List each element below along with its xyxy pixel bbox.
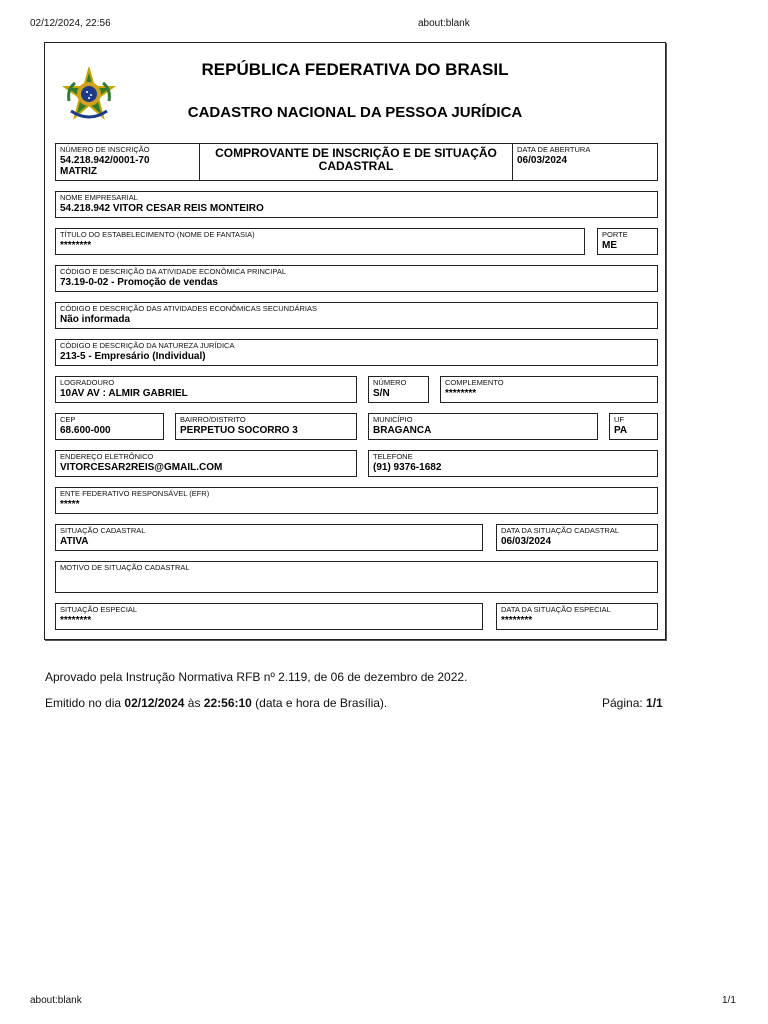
porte-box [597,228,658,255]
comprovante-box [199,143,513,181]
data-situacao-cadastral-value: 06/03/2024 [501,536,552,547]
field-label: DATA DA SITUAÇÃO CADASTRAL [501,526,620,535]
field-label: SITUAÇÃO CADASTRAL [60,526,146,535]
nome-empresarial-box [55,191,658,218]
field-label: MUNICÍPIO [373,415,413,424]
print-footer-url: about:blank [30,995,82,1006]
aprovado-text: Aprovado pela Instrução Normativa RFB nº 2.119, de 06 de dezembro de 2022. [45,670,468,684]
municipio-value: BRAGANCA [373,425,432,436]
matriz-value: MATRIZ [60,166,98,177]
atividades-secundarias-value: Não informada [60,314,131,325]
pagina-label: Página: [602,696,647,710]
titulo-estabelecimento-box [55,228,585,255]
efr-box [55,487,658,514]
numero-box [368,376,429,403]
field-label: SITUAÇÃO ESPECIAL [60,605,138,614]
complemento-value: ******** [445,388,477,399]
situacao-cadastral-box [55,524,483,551]
uf-value: PA [614,425,628,436]
field-label: MOTIVO DE SITUAÇÃO CADASTRAL [60,563,190,572]
atividade-principal-value: 73.19-0-02 - Promoção de vendas [60,277,218,288]
print-page-title: about:blank [418,18,470,29]
print-datetime: 02/12/2024, 22:56 [30,18,111,29]
telefone-box [368,450,658,477]
cnpj-document [44,42,666,640]
field-label: ENDEREÇO ELETRÔNICO [60,452,154,461]
efr-value: ***** [60,499,80,510]
data-situacao-especial-value: ******** [501,615,533,626]
emitido-prefix: Emitido no dia [45,696,125,710]
emitido-date: 02/12/2024 [124,696,185,710]
situacao-especial-box [55,603,483,630]
field-label: TÍTULO DO ESTABELECIMENTO (NOME DE FANTASIA) [60,230,255,239]
emitido-mid: às [184,696,204,710]
document-subtitle: CADASTRO NACIONAL DA PESSOA JURÍDICA [187,104,523,121]
situacao-especial-value: ******** [60,615,92,626]
cep-box [55,413,164,440]
situacao-cadastral-value: ATIVA [60,536,89,547]
numero-inscricao-value: 54.218.942/0001-70 [60,155,150,166]
atividades-secundarias-box [55,302,658,329]
porte-value: ME [602,240,617,251]
emitido-text [45,696,387,710]
cep-value: 68.600-000 [60,425,111,436]
data-abertura-value: 06/03/2024 [517,155,568,166]
natureza-juridica-box [55,339,658,366]
bairro-box [175,413,357,440]
titulo-estabelecimento-value: ******** [60,240,92,251]
field-label: CÓDIGO E DESCRIÇÃO DA NATUREZA JURÍDICA [60,341,235,350]
complemento-box [440,376,658,403]
field-label: CÓDIGO E DESCRIÇÃO DAS ATIVIDADES ECONÔMICAS SECUNDÁRIAS [60,304,317,313]
field-label: PORTE [602,230,628,239]
email-box [55,450,357,477]
logradouro-value: 10AV AV : ALMIR GABRIEL [60,388,188,399]
field-label: DATA DA SITUAÇÃO ESPECIAL [501,605,611,614]
emitido-suffix: (data e hora de Brasília). [251,696,388,710]
emitido-time: 22:56:10 [203,696,252,710]
numero-inscricao-box [55,143,200,181]
comprovante-title: COMPROVANTE DE INSCRIÇÃO E DE SITUAÇÃO CADASTRAL [215,146,497,173]
data-situacao-especial-box [496,603,658,630]
field-label: UF [614,415,624,424]
logradouro-box [55,376,357,403]
natureza-juridica-value: 213-5 - Empresário (Individual) [60,351,206,362]
field-label: NOME EMPRESARIAL [60,193,138,202]
field-label: TELEFONE [373,452,413,461]
field-label: COMPLEMENTO [445,378,504,387]
field-label: BAIRRO/DISTRITO [180,415,246,424]
email-value: VITORCESAR2REIS@GMAIL.COM [60,462,223,473]
pagina-value: 1/1 [646,696,663,710]
field-label: CEP [60,415,76,424]
bairro-value: PERPETUO SOCORRO 3 [180,425,298,436]
uf-box [609,413,658,440]
nome-empresarial-value: 54.218.942 VITOR CESAR REIS MONTEIRO [60,203,264,214]
telefone-value: (91) 9376-1682 [373,462,442,473]
field-label: NÚMERO [373,378,407,387]
atividade-principal-box [55,265,658,292]
motivo-situacao-box [55,561,658,593]
field-label: CÓDIGO E DESCRIÇÃO DA ATIVIDADE ECONÔMICA PRINCIPAL [60,267,287,276]
data-abertura-box [512,143,658,181]
data-situacao-cadastral-box [496,524,658,551]
document-title: REPÚBLICA FEDERATIVA DO BRASIL [201,60,509,79]
pagina-text [602,696,663,710]
municipio-box [368,413,598,440]
print-page-count: 1/1 [722,995,736,1006]
field-label: LOGRADOURO [60,378,115,387]
field-label: NÚMERO DE INSCRIÇÃO [60,145,150,154]
numero-value: S/N [373,388,390,399]
field-label: DATA DE ABERTURA [517,145,591,154]
field-label: ENTE FEDERATIVO RESPONSÁVEL (EFR) [60,489,210,498]
